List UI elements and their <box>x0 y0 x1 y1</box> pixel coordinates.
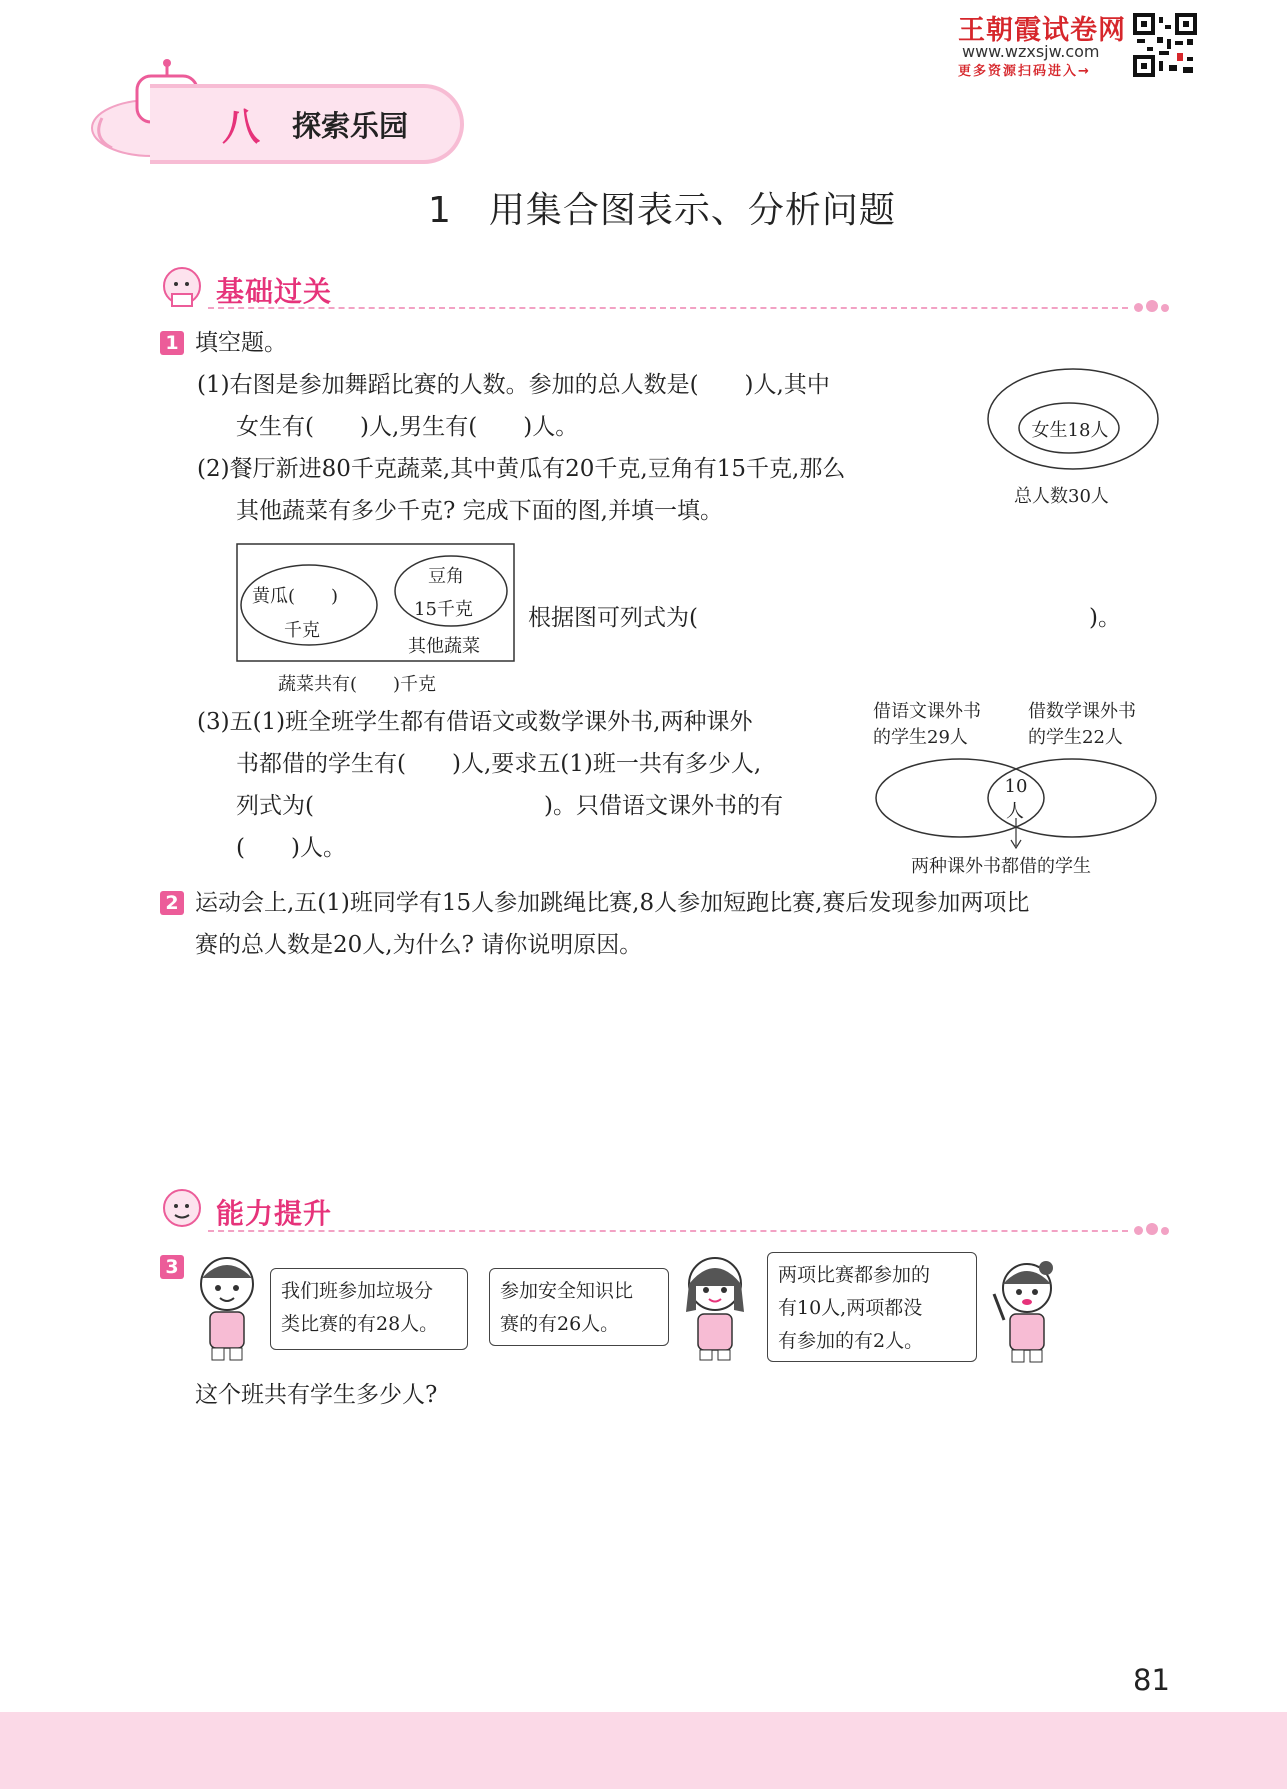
question-stem: 填空题。 <box>195 330 287 356</box>
section-divider <box>208 307 1128 309</box>
fig3-math-label-1: 借数学课外书 <box>1028 701 1136 722</box>
bubble-text: 参加安全知识比 <box>500 1280 634 1302</box>
speech-bubble-girl1 <box>489 1268 669 1346</box>
fig2-cucumber-label: 黄瓜( ) <box>252 586 339 607</box>
q2-line2: 赛的总人数是20人,为什么? 请你说明原因。 <box>195 932 643 958</box>
fig3-caption: 两种课外书都借的学生 <box>911 856 1091 877</box>
q1-part2-formula: 根据图可列式为( )。 <box>528 605 1121 631</box>
fig2-cucumber-unit: 千克 <box>284 620 320 641</box>
footer-band <box>0 1712 1287 1789</box>
question-number: 1 <box>160 331 184 355</box>
girl-waving-icon <box>986 1254 1068 1364</box>
q2-line1: 运动会上,五(1)班同学有15人参加跳绳比赛,8人参加短跑比赛,赛后发现参加两项比 <box>195 890 1030 916</box>
q1-part3-line2: 书都借的学生有( )人,要求五(1)班一共有多少人, <box>236 751 762 777</box>
bubble-text: 我们班参加垃圾分 <box>281 1280 434 1302</box>
fig2-bean-label: 豆角 <box>428 566 464 587</box>
question-number: 3 <box>160 1255 184 1279</box>
boy-character-icon <box>192 1252 262 1362</box>
bubble-text: 有10人,两项都没 <box>778 1297 923 1319</box>
lesson-title: 1 用集合图表示、分析问题 <box>428 190 896 231</box>
q3-question: 这个班共有学生多少人? <box>195 1382 438 1408</box>
fig3-chinese-label-2: 的学生29人 <box>873 727 968 748</box>
girl-character-icon <box>678 1250 752 1362</box>
boy-trophy-icon <box>158 1188 208 1232</box>
fig1-caption: 总人数30人 <box>1014 486 1109 507</box>
section-divider <box>208 1230 1128 1232</box>
fig3-chinese-label-1: 借语文课外书 <box>873 701 981 722</box>
section-title-advanced: 能力提升 <box>216 1197 333 1230</box>
page-number: 81 <box>1133 1663 1170 1697</box>
fig1-girls-label: 女生18人 <box>1031 420 1109 441</box>
q1-part3-line1: (3)五(1)班全班学生都有借语文或数学课外书,两种课外 <box>197 709 753 735</box>
bubble-text: 有参加的有2人。 <box>778 1330 924 1352</box>
unit-number: 八 <box>222 105 261 149</box>
fig3-both-count: 10 <box>1004 776 1028 797</box>
unit-title: 探索乐园 <box>292 109 409 143</box>
fig2-caption: 蔬菜共有( )千克 <box>278 674 437 695</box>
speech-bubble-girl2 <box>767 1252 977 1362</box>
question-number: 2 <box>160 891 184 915</box>
brand-tagline: 更多资源扫码进入→ <box>958 64 1091 79</box>
fig2-bean-weight: 15千克 <box>414 599 473 620</box>
section-title-basics: 基础过关 <box>216 275 333 308</box>
fig3-both-unit: 人 <box>1006 801 1024 822</box>
q1-part1-line2: 女生有( )人,男生有( )人。 <box>236 414 579 440</box>
q1-part3-line3: 列式为( )。只借语文课外书的有 <box>236 793 783 819</box>
bubble-text: 两项比赛都参加的 <box>778 1264 931 1286</box>
fig3-math-label-2: 的学生22人 <box>1028 727 1123 748</box>
q1-part3-line4: ( )人。 <box>236 835 346 861</box>
brand-url[interactable]: www.wzxsjw.com <box>962 42 1100 61</box>
speech-bubble-boy <box>270 1268 468 1350</box>
qr-code-icon[interactable] <box>1133 13 1197 77</box>
divider-dots <box>1134 297 1172 316</box>
q1-part1-line1: (1)右图是参加舞蹈比赛的人数。参加的总人数是( )人,其中 <box>197 372 830 398</box>
bubble-text: 类比赛的有28人。 <box>281 1313 439 1335</box>
q1-part2-line1: (2)餐厅新进80千克蔬菜,其中黄瓜有20千克,豆角有15千克,那么 <box>197 456 846 482</box>
girl-reading-icon <box>158 266 208 310</box>
bubble-text: 赛的有26人。 <box>500 1313 620 1335</box>
fig2-other-label: 其他蔬菜 <box>408 636 480 657</box>
brand-name: 王朝霞试卷网 <box>958 15 1126 46</box>
divider-dots <box>1134 1220 1172 1239</box>
q1-part2-line2: 其他蔬菜有多少千克? 完成下面的图,并填一填。 <box>236 498 723 524</box>
